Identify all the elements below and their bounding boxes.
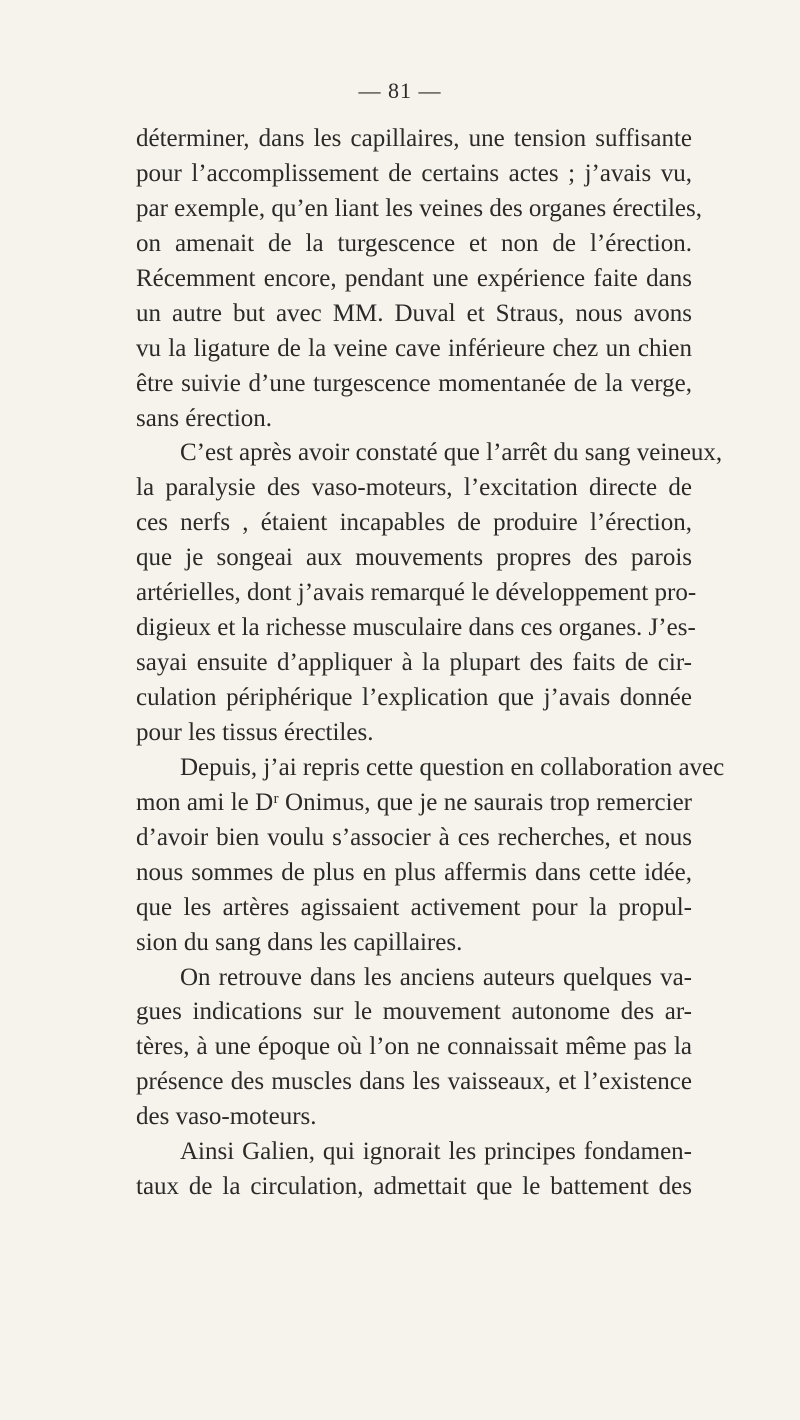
text-line: gues indications sur le mouvement autonome des ar- xyxy=(136,998,692,1026)
text-line: culation périphérique l’explication que j’avais donnée xyxy=(136,684,692,711)
text-line: sion du sang dans les capillaires. xyxy=(136,928,463,956)
page-number: — 81 — xyxy=(358,78,442,103)
text-line: mon ami le Dʳ Onimus, que je ne saurais trop remercier xyxy=(136,788,692,816)
text-line: sans érection. xyxy=(136,404,273,432)
text-line: on amenait de la turgescence et non de l’érection. xyxy=(136,229,692,257)
text-line: nous sommes de plus en plus affermis dans cette idée, xyxy=(136,858,692,886)
text-line: digieux et la richesse musculaire dans ces organes. J’es- xyxy=(136,614,696,642)
text-line: Ainsi Galien, qui ignorait les principes fondamen- xyxy=(180,1138,692,1166)
text-line: tères, à une époque où l’on ne connaissait même pas la xyxy=(136,1033,692,1061)
text-line: vu la ligature de la veine cave inférieure chez un chien xyxy=(136,334,692,362)
text-line: sayai ensuite d’appliquer à la plupart des faits de cir- xyxy=(136,649,692,677)
text-line: On retrouve dans les anciens auteurs quelques va- xyxy=(180,963,692,991)
text-line: artérielles, dont j’avais remarqué le développement pro- xyxy=(136,579,697,607)
text-line: être suivie d’une turgescence momentanée de la verge, xyxy=(136,369,692,397)
text-line: C’est après avoir constaté que l’arrêt du sang veineux, xyxy=(180,439,723,467)
text-line: un autre but avec MM. Duval et Straus, nous avons xyxy=(136,299,692,327)
text-line: par exemple, qu’en liant les veines des organes érectiles, xyxy=(136,194,702,222)
text-line: Récemment encore, pendant une expérience faite dans xyxy=(136,264,692,292)
text-line: que je songeai aux mouvements propres des parois xyxy=(136,544,692,572)
text-line: pour les tissus érectiles. xyxy=(136,718,374,746)
text-line: pour l’accomplissement de certains actes ; j’avais vu, xyxy=(136,159,692,187)
body-text xyxy=(136,122,725,1205)
text-line: Depuis, j’ai repris cette question en collaboration avec xyxy=(180,753,725,781)
text-line: ces nerfs , étaient incapables de produire l’érection, xyxy=(136,509,692,537)
text-line: taux de la circulation, admettait que le battement des xyxy=(136,1173,692,1201)
text-line: la paralysie des vaso-moteurs, l’excitation directe de xyxy=(136,474,692,502)
text-line: d’avoir bien voulu s’associer à ces recherches, et nous xyxy=(136,823,692,851)
text-line: des vaso-moteurs. xyxy=(136,1103,317,1131)
text-line: que les artères agissaient activement pour la propul- xyxy=(136,893,692,921)
text-line: déterminer, dans les capillaires, une tension suffisante xyxy=(136,125,692,152)
text-line: présence des muscles dans les vaisseaux, et l’existence xyxy=(136,1068,692,1096)
